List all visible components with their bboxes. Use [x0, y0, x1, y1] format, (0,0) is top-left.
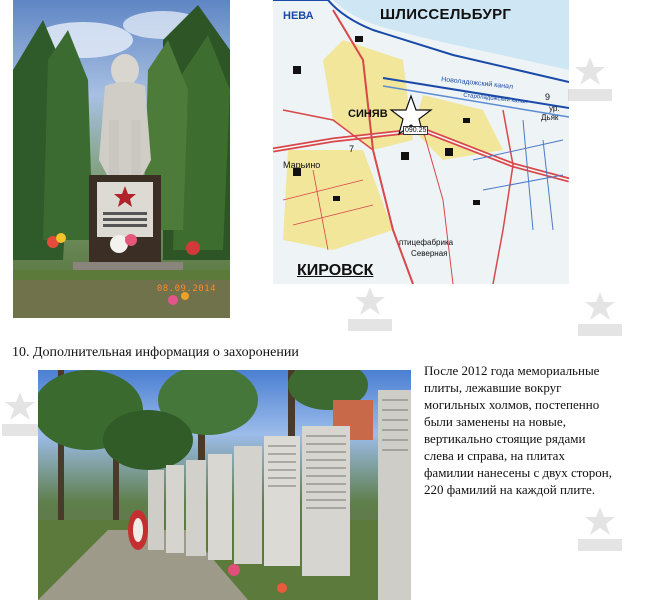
watermark-logo	[0, 390, 40, 445]
photo-date-stamp: 08.09.2014	[156, 284, 216, 294]
watermark-icon	[570, 290, 630, 340]
map-village-label: СИНЯВ	[348, 108, 388, 120]
watermark-icon	[0, 390, 40, 440]
map-road-badge: 090.25	[405, 127, 427, 134]
section-heading: 10. Дополнительная информация о захоронении	[12, 345, 299, 360]
map-farm-label: птицефабрика	[399, 238, 454, 247]
map-tract-label: ур.	[549, 104, 560, 113]
map-road-number-9: 9	[545, 92, 551, 102]
memorial-photo	[13, 0, 230, 318]
location-map	[273, 0, 569, 284]
map-city-bottom: КИРОВСК	[297, 262, 374, 279]
map-village-small-label: Марьино	[283, 160, 321, 170]
memorial-illustration	[13, 0, 230, 318]
watermark-logo	[570, 505, 630, 560]
watermark-logo	[570, 290, 630, 345]
memorial-plaques-photo	[38, 370, 411, 600]
map-tract-name: Дьяк	[541, 113, 559, 122]
map-river-label: НЕВА	[283, 10, 314, 22]
watermark-icon	[570, 505, 630, 555]
description-text: После 2012 года мемориальные плиты, лежавшие вокруг могильных холмов, постепенно были заменены на новые, вертикально стоящие рядами слева и справа, на плитах фамилии нанесены с двух сторон, 220 фамилий на каждой плите.	[424, 363, 613, 497]
map-city-top: ШЛИССЕЛЬБУРГ	[380, 6, 512, 23]
map-canal-old-label: Староладожский канал	[462, 92, 528, 106]
map-farm-name: Северная	[411, 249, 448, 258]
watermark-icon	[340, 285, 400, 335]
map-road-number-7: 7	[349, 144, 355, 154]
plaques-illustration	[38, 370, 411, 600]
watermark-icon	[560, 55, 620, 105]
watermark-logo	[560, 55, 620, 110]
map-canal-new-label: Новоладожский канал	[440, 76, 514, 91]
watermark-logo	[340, 285, 400, 340]
